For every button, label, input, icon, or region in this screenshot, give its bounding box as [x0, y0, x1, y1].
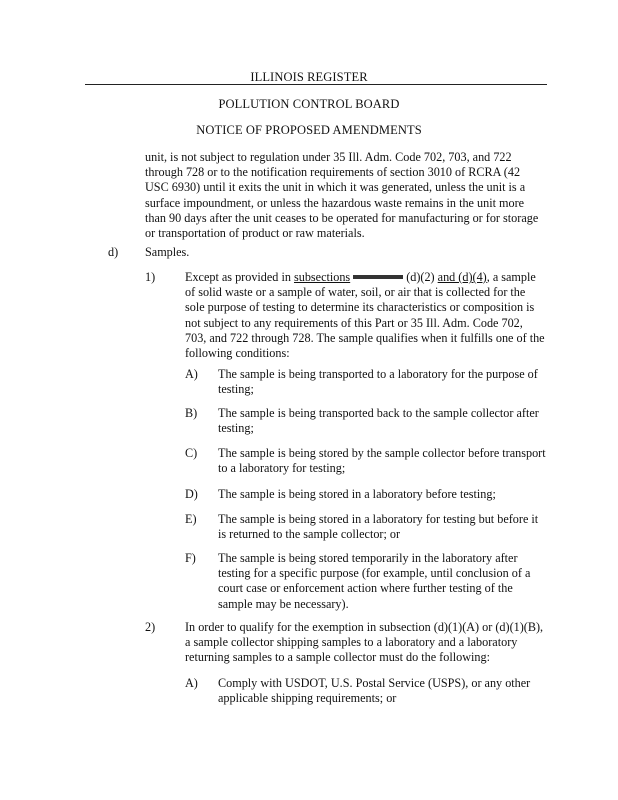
item1-sub-c-text: The sample is being stored by the sample collector before transport to a laboratory for testing;	[218, 446, 546, 476]
item1-sub-d-text: The sample is being stored in a laboratory before testing;	[218, 487, 496, 501]
item1-text-a: Except as provided in	[185, 270, 291, 284]
item1-text-b: , a sample of solid waste or a sample of water, soil, or air that is collected for the sole purpose of testing to determine its characteristics or composition is not subject to any requirements of this Part or 35 Ill. Adm. Code 702, 703, and 722 through 728. The sample qualifies when it fulfills one of the following conditions:	[185, 270, 545, 361]
item1-text	[185, 270, 547, 361]
item1-sub-b-text: The sample is being transported back to the sample collector after testing;	[218, 406, 539, 436]
item1-ref1: (d)(2)	[406, 270, 435, 284]
register-title: ILLINOIS REGISTER	[250, 70, 368, 84]
section-d-title: Samples.	[145, 245, 190, 259]
struck-text-mark	[353, 275, 403, 279]
item1-sub-b-label: B)	[185, 406, 198, 420]
notice-title: NOTICE OF PROPOSED AMENDMENTS	[196, 123, 422, 137]
continued-text: unit, is not subject to regulation under 35 Ill. Adm. Code 702, 703, and 722 through 728 or to the notification requirements of section 3010 of RCRA (42 USC 6930) until it exits the unit in which it was generated, unless the unit is a surface impoundment, or unless the hazardous waste remains in the unit more than 90 days after the unit ceases to be operated for manufacturing or for storage or transportation of product or raw materials.	[145, 150, 539, 241]
item2-label: 2)	[145, 620, 156, 634]
item1-sub-f-label: F)	[185, 551, 196, 565]
item1-label: 1)	[145, 270, 156, 284]
item1-sub-d-label: D)	[185, 487, 198, 501]
item1-sub-e-label: E)	[185, 512, 197, 526]
item1-sub-e-text: The sample is being stored in a laboratory for testing but before it is returned to the sample collector; or	[218, 512, 539, 542]
item2-sub-a-label: A)	[185, 676, 198, 690]
header-rule	[85, 84, 547, 85]
item2-text: In order to qualify for the exemption in subsection (d)(1)(A) or (d)(1)(B), a sample collector shipping samples to a laboratory and a laboratory returning samples to a sample collector must do the following:	[185, 620, 544, 665]
item1-sub-f-text: The sample is being stored temporarily in the laboratory after testing for a specific purpose (for example, until conclusion of a court case or enforcement action where further testing of the sample may be necessary).	[218, 551, 531, 611]
subsections-word: subsections	[293, 270, 351, 284]
item1-paragraph	[185, 270, 547, 361]
board-title: POLLUTION CONTROL BOARD	[218, 97, 400, 111]
item1-sub-a-text: The sample is being transported to a laboratory for the purpose of testing;	[218, 367, 538, 397]
item2-sub-a-text: Comply with USDOT, U.S. Postal Service (USPS), or any other applicable shipping requirements; or	[218, 676, 531, 706]
section-d-label: d)	[108, 245, 119, 259]
item1-sub-c-label: C)	[185, 446, 198, 460]
item1-sub-a-label: A)	[185, 367, 198, 381]
item1-and-d4: and (d)(4)	[437, 270, 487, 284]
continued-paragraph	[145, 150, 543, 241]
